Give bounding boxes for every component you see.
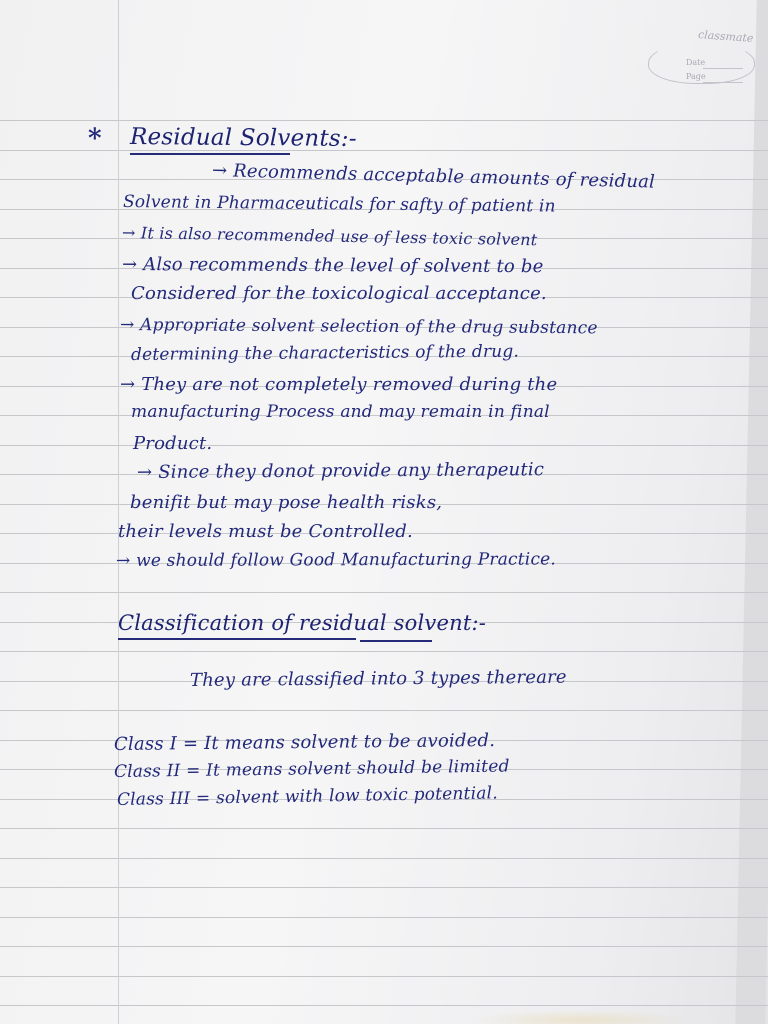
ruled-line [0, 946, 768, 947]
ruled-line [0, 976, 768, 977]
note-line-3: → It is also recommended use of less toxic solvent [121, 223, 538, 250]
ruled-line [0, 710, 768, 711]
note-line-4: → Also recommends the level of solvent to be [121, 254, 544, 278]
note-line-1: → Recommends acceptable amounts of residual [211, 160, 656, 193]
note-line-10: Product. [133, 433, 213, 454]
note-line-2: Solvent in Pharmaceuticals for safty of patient in [122, 192, 556, 217]
stamp-date-line [703, 68, 743, 69]
ruled-line [0, 917, 768, 918]
note-line-6: → Appropriate solvent selection of the drug substance [119, 315, 598, 339]
bullet-asterisk: * [88, 124, 102, 154]
ruled-line [0, 445, 768, 446]
heading-classification: Classification of residual solvent:- [118, 611, 487, 635]
note-line-7: determining the characteristics of the drug. [130, 341, 520, 365]
stamp-brand: classmate [697, 28, 754, 45]
class-1-line: Class I = It means solvent to be avoided. [113, 730, 496, 755]
page-smudge [470, 1010, 690, 1024]
page-edge [735, 0, 768, 1024]
note-line-9: manufacturing Process and may remain in final [131, 402, 550, 422]
class-3-line: Class III = solvent with low toxic potential. [116, 783, 499, 810]
margin-line [118, 0, 119, 1024]
notebook-stamp [648, 28, 763, 90]
ruled-line [0, 150, 768, 151]
stamp-page-line [703, 82, 743, 83]
heading-underline [130, 153, 290, 155]
stamp-page-label: Page [686, 72, 706, 81]
heading-residual-solvents: Residual Solvents:- [129, 124, 357, 152]
class-2-line: Class II = It means solvent should be limited [113, 756, 510, 782]
note-line-13: their levels must be Controlled. [118, 521, 413, 542]
classification-underline [118, 638, 356, 640]
classification-intro: They are classified into 3 types thereare [189, 666, 567, 691]
classification-underline-2 [360, 640, 432, 642]
note-line-14: → we should follow Good Manufacturing Practice. [115, 549, 557, 571]
stamp-date-label: Date [686, 58, 706, 67]
note-line-5: Considered for the toxicological acceptance. [131, 283, 547, 304]
ruled-line [0, 592, 768, 593]
note-line-11: → Since they donot provide any therapeutic [136, 459, 545, 483]
ruled-line [0, 828, 768, 829]
ruled-line [0, 120, 768, 121]
ruled-line [0, 858, 768, 859]
note-line-12: benifit but may pose health risks, [130, 492, 443, 513]
note-line-8: → They are not completely removed during the [120, 374, 558, 395]
ruled-line [0, 1005, 768, 1006]
ruled-line [0, 887, 768, 888]
ruled-line [0, 651, 768, 652]
